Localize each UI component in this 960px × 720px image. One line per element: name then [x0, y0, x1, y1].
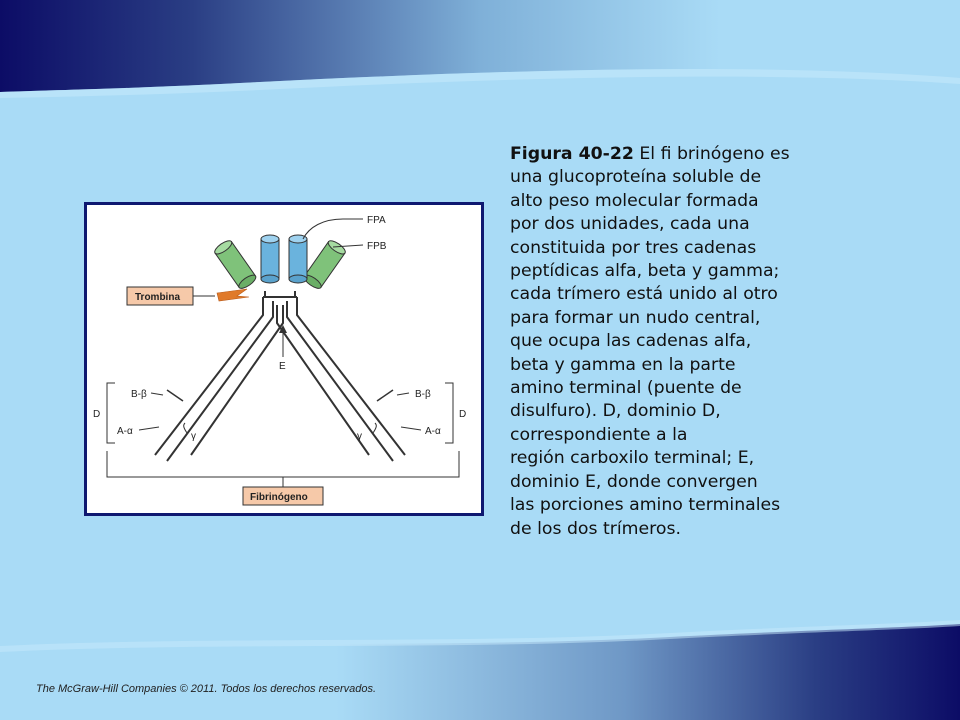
- caption-figure-number: Figura 40-22: [510, 144, 634, 164]
- fibrinogeno-bracket: [107, 451, 459, 477]
- trombina-label: Trombina: [135, 292, 181, 303]
- fibrinogen-diagram: [87, 205, 481, 513]
- gamma-right-label: γ: [357, 431, 362, 442]
- left-d-bracket: [107, 383, 115, 443]
- copyright-footer: The McGraw-Hill Companies © 2011. Todos los derechos reservados.: [36, 683, 377, 695]
- fpa-label: FPA: [367, 215, 386, 226]
- b-beta-right-label: B-β: [415, 389, 431, 400]
- a-alpha-left-label: A-α: [117, 426, 133, 437]
- fpa-leader: [303, 219, 363, 239]
- b-beta-left-label: B-β: [131, 389, 147, 400]
- d-right-label: D: [459, 409, 467, 420]
- right-chain-inner: [287, 301, 393, 461]
- fpb-label: FPB: [367, 241, 387, 252]
- gamma-left-label: γ: [191, 431, 196, 442]
- fibrinogeno-label: Fibrinógeno: [250, 492, 308, 503]
- caption-body: El fi brinógeno es una glucoproteína soluble de alto peso molecular formada por dos unidades, cada una constituida por tres cadenas peptídicas alfa, beta y gamma; cada trímero está unido al otro para formar un nudo central, que ocupa las cadenas alfa, beta y gamma en la parte amino terminal (puente de disulfuro). D, dominio D, correspondiente a la región carboxilo terminal; E, dominio E, donde convergen las porciones amino terminales de los dos trímeros.: [510, 144, 790, 539]
- left-crossbar: [167, 390, 183, 401]
- left-green-cylinder: [213, 238, 258, 290]
- a-alpha-right-label: A-α: [425, 426, 441, 437]
- left-chain-gamma: [191, 305, 283, 455]
- figure-caption: [510, 143, 850, 541]
- left-blue-cylinder: [261, 235, 279, 283]
- right-crossbar: [377, 390, 393, 401]
- right-d-bracket: [445, 383, 453, 443]
- left-chain-inner: [167, 301, 273, 461]
- d-left-label: D: [93, 409, 101, 420]
- right-chain-gamma: [277, 305, 369, 455]
- trombina-arrow: [217, 289, 249, 301]
- fibrinogen-figure: [84, 202, 484, 516]
- e-label: E: [279, 361, 286, 372]
- right-blue-cylinder: [289, 235, 307, 283]
